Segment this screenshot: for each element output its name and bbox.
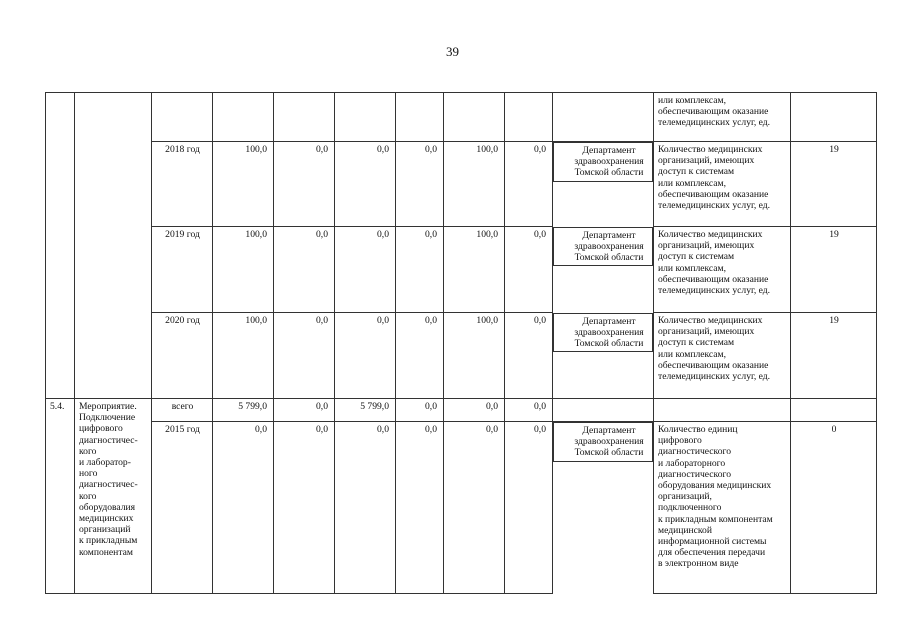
department-cell: Департамент здравоохранения Томской области: [553, 142, 653, 182]
other-cell: 0,0: [505, 142, 553, 227]
extrabudget-cell: 100,0: [444, 227, 505, 313]
indicator-cell: Количество единиц цифрового диагностического и лабораторного диагностического оборудования медицинских организаций, подключенного к прикладным компонентам медицинской информационной системы для обеспечения передачи в электронном виде: [654, 422, 791, 594]
regional-cell: 0,0: [335, 227, 396, 313]
indicator-value-cell: [791, 93, 877, 142]
table-row: [46, 93, 877, 142]
local-cell: 0,0: [396, 399, 444, 422]
extrabudget-cell: 0,0: [444, 399, 505, 422]
indicator-cell: Количество медицинских организаций, имеющих доступ к системам или комплексам, обеспечивающим оказание телемедицинских услуг, ед.: [654, 227, 791, 313]
total-cell: [213, 93, 274, 142]
federal-cell: 0,0: [274, 399, 335, 422]
other-cell: 0,0: [505, 313, 553, 399]
period-cell: [152, 93, 213, 142]
local-cell: 0,0: [396, 313, 444, 399]
regional-cell: 0,0: [335, 313, 396, 399]
other-cell: [505, 93, 553, 142]
period-cell: 2020 год: [152, 313, 213, 399]
indicator-value-cell: 19: [791, 227, 877, 313]
indicator-value-cell: [791, 399, 877, 422]
extrabudget-cell: 0,0: [444, 422, 505, 594]
regional-cell: 0,0: [335, 142, 396, 227]
local-cell: 0,0: [396, 227, 444, 313]
federal-cell: 0,0: [274, 422, 335, 594]
activity-name-cell: Мероприятие. Подключение цифрового диагностичес- кого и лаборатор- ного диагностичес- кого оборудовалия медицинских организаций к прикладным компонентам: [75, 399, 152, 594]
department-cell: Департамент здравоохранения Томской области: [553, 422, 653, 462]
local-cell: 0,0: [396, 142, 444, 227]
period-cell: 2018 год: [152, 142, 213, 227]
table-row: [46, 422, 877, 594]
department-cell: Департамент здравоохранения Томской области: [553, 227, 653, 267]
department-cell: Департамент здравоохранения Томской области: [553, 313, 653, 353]
local-cell: 0,0: [396, 422, 444, 594]
table-row: [46, 227, 877, 313]
table-row: [46, 399, 877, 422]
program-activities-table: [45, 92, 877, 594]
local-cell: [396, 93, 444, 142]
row-number-cell: [46, 93, 75, 399]
regional-cell: 5 799,0: [335, 399, 396, 422]
period-cell: 2015 год: [152, 422, 213, 594]
period-cell: 2019 год: [152, 227, 213, 313]
indicator-value-cell: 19: [791, 142, 877, 227]
page-number: 39: [446, 44, 459, 59]
indicator-cell: Количество медицинских организаций, имеющих доступ к системам или комплексам, обеспечивающим оказание телемедицинских услуг, ед.: [654, 313, 791, 399]
federal-cell: [274, 93, 335, 142]
department-cell: [553, 93, 654, 142]
department-cell: [553, 399, 654, 422]
indicator-value-cell: 19: [791, 313, 877, 399]
total-cell: 100,0: [213, 142, 274, 227]
total-cell: 0,0: [213, 422, 274, 594]
federal-cell: 0,0: [274, 313, 335, 399]
indicator-cell: или комплексам, обеспечивающим оказание телемедицинских услуг, ед.: [654, 93, 791, 142]
indicator-cell: Количество медицинских организаций, имеющих доступ к системам или комплексам, обеспечивающим оказание телемедицинских услуг, ед.: [654, 142, 791, 227]
table-row: [46, 313, 877, 399]
total-cell: 5 799,0: [213, 399, 274, 422]
indicator-cell: [654, 399, 791, 422]
federal-cell: 0,0: [274, 227, 335, 313]
total-cell: 100,0: [213, 313, 274, 399]
extrabudget-cell: [444, 93, 505, 142]
extrabudget-cell: 100,0: [444, 313, 505, 399]
other-cell: 0,0: [505, 399, 553, 422]
row-number-cell: 5.4.: [46, 399, 75, 594]
regional-cell: 0,0: [335, 422, 396, 594]
total-cell: 100,0: [213, 227, 274, 313]
table-row: [46, 142, 877, 227]
activity-name-cell: [75, 93, 152, 399]
period-cell: всего: [152, 399, 213, 422]
other-cell: 0,0: [505, 422, 553, 594]
indicator-value-cell: 0: [791, 422, 877, 594]
federal-cell: 0,0: [274, 142, 335, 227]
regional-cell: [335, 93, 396, 142]
other-cell: 0,0: [505, 227, 553, 313]
extrabudget-cell: 100,0: [444, 142, 505, 227]
